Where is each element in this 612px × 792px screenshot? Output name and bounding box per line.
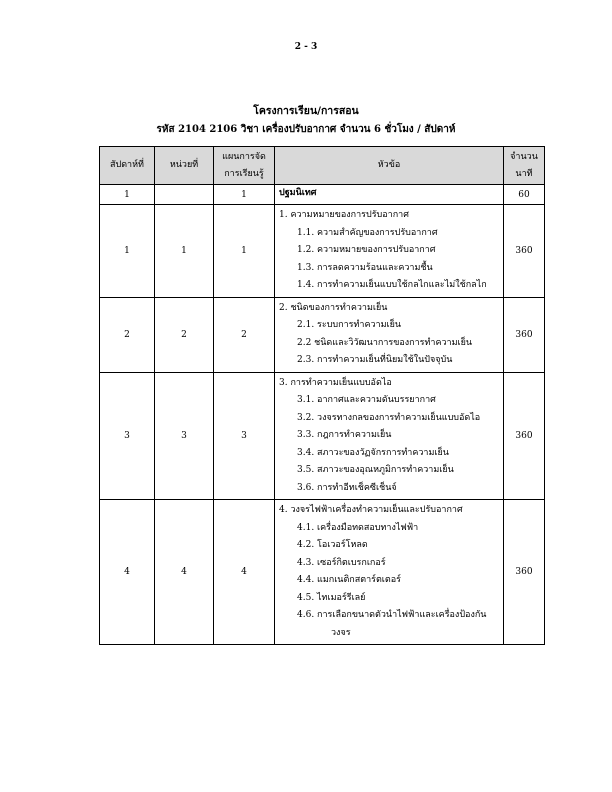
page-number: 2 - 3: [294, 42, 318, 52]
topic-item: 1.1. ความสำคัญของการปรับอากาศ: [297, 227, 438, 238]
plan-cell: 1: [214, 185, 275, 205]
header-plan-line1: แผนการจัด: [222, 151, 266, 162]
topic-heading: 3. การทำความเย็นแบบอัดไอ: [279, 377, 392, 388]
topic-cell: [275, 297, 504, 372]
document-title: โครงการเรียน/การสอน: [253, 105, 359, 117]
plan-cell: 4: [214, 500, 275, 645]
minutes-cell: 360: [504, 372, 545, 500]
week-cell: 1: [100, 185, 155, 205]
topic-item: 3.4. สภาวะของวัฏจักรการทำความเย็น: [297, 447, 449, 458]
header-unit: หน่วยที่: [155, 147, 214, 185]
topic-item: 1.2. ความหมายของการปรับอากาศ: [297, 245, 436, 255]
topic-item: 4.6. การเลือกขนาดตัวนำไฟฟ้าและเครื่องป้องกัน: [297, 610, 487, 620]
topic-cell: [275, 500, 504, 645]
plan-cell: 2: [214, 297, 275, 372]
header-plan: [214, 147, 275, 185]
topic-item: 1.4. การทำความเย็นแบบใช้กลไกและไม่ใช้กลไก: [297, 280, 487, 290]
minutes-cell: 360: [504, 297, 545, 372]
header-topic: หัวข้อ: [275, 147, 504, 185]
topic-item-continuation: วงจร: [331, 627, 351, 638]
topic-item: 3.1. อากาศและความดันบรรยากาศ: [297, 395, 436, 405]
table-row: [100, 185, 545, 205]
topic-heading: 1. ความหมายของการปรับอากาศ: [279, 210, 409, 220]
topic-item: 4.4. แมกเนติกสตาร์ตเตอร์: [297, 575, 401, 585]
minutes-cell: 360: [504, 205, 545, 298]
unit-cell: 4: [155, 500, 214, 645]
topic-cell: [275, 205, 504, 298]
course-subtitle: รหัส 2104 2106 วิชา เครื่องปรับอากาศ จำนวน 6 ชั่วโมง / สัปดาห์: [156, 124, 456, 135]
topic-item: 3.2. วงจรทางกลของการทำความเย็นแบบอัดไอ: [297, 412, 481, 423]
unit-cell: 1: [155, 205, 214, 298]
table-row: [100, 297, 545, 372]
topic-heading: 2. ชนิดของการทำความเย็น: [279, 302, 388, 313]
plan-cell: 3: [214, 372, 275, 500]
plan-cell: 1: [214, 205, 275, 298]
topic-item: 2.2 ชนิดและวิวัฒนาการของการทำความเย็น: [297, 337, 473, 348]
topic-item: 3.5. สภาวะของอุณหภูมิการทำความเย็น: [297, 465, 454, 475]
topic-item: 1.3. การลดความร้อนและความชื้น: [297, 262, 433, 273]
schedule-table: [99, 146, 545, 645]
topic-item: 3.6. การทำอีทเช็คซีเช็นจ์: [297, 482, 397, 493]
minutes-cell: 60: [504, 185, 545, 205]
header-plan-line2: การเรียนรู้: [224, 168, 264, 179]
header-minutes-line1: จำนวน: [510, 151, 538, 162]
week-cell: 3: [100, 372, 155, 500]
week-cell: 2: [100, 297, 155, 372]
table-row: [100, 500, 545, 645]
topic-item: 2.3. การทำความเย็นที่นิยมใช้ในปัจจุบัน: [297, 355, 453, 365]
topic-item: 4.3. เซอร์กิตเบรกเกอร์: [297, 557, 386, 568]
topic-heading: ปฐมนิเทศ: [275, 185, 504, 205]
minutes-cell: 360: [504, 500, 545, 645]
table-row: [100, 205, 545, 298]
topic-item: 4.5. ไทเมอร์รีเลย์: [297, 592, 366, 603]
table-header-row: [100, 147, 545, 185]
header-week: สัปดาห์ที่: [100, 147, 155, 185]
topic-heading: 4. วงจรไฟฟ้าเครื่องทำความเย็นและปรับอากาศ: [279, 505, 463, 515]
topic-item: 3.3. กฎการทำความเย็น: [297, 430, 392, 440]
unit-cell: [155, 185, 214, 205]
header-minutes: [504, 147, 545, 185]
unit-cell: 2: [155, 297, 214, 372]
header-minutes-line2: นาที: [515, 168, 533, 179]
topic-item: 4.2. โอเวอร์โหลด: [297, 540, 368, 550]
table-row: [100, 372, 545, 500]
topic-item: 2.1. ระบบการทำความเย็น: [297, 320, 402, 330]
topic-cell: [275, 372, 504, 500]
topic-item: 4.1. เครื่องมือทดสอบทางไฟฟ้า: [297, 522, 419, 533]
week-cell: 1: [100, 205, 155, 298]
unit-cell: 3: [155, 372, 214, 500]
week-cell: 4: [100, 500, 155, 645]
